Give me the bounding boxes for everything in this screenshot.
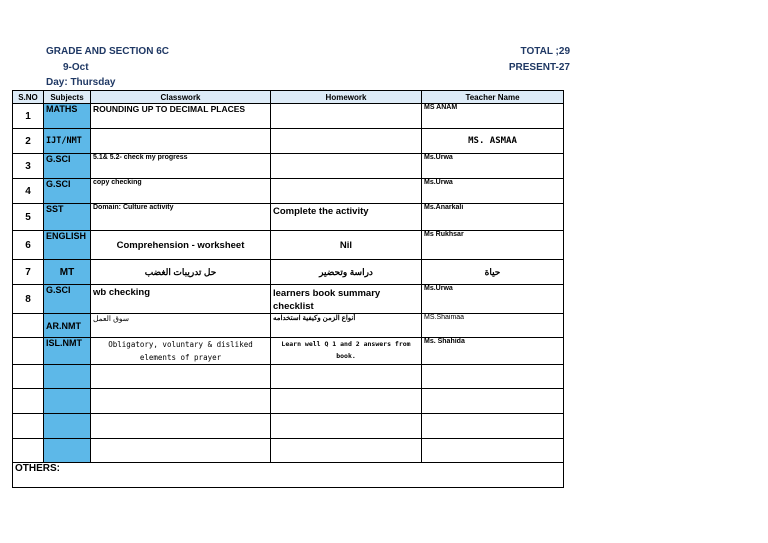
row-subject: MT: [44, 260, 91, 285]
row-classwork: سوق العمل: [91, 314, 271, 338]
row-sno: 2: [13, 129, 44, 154]
others-label: OTHERS:: [13, 463, 564, 488]
row-sno: 3: [13, 154, 44, 179]
empty-cell: [13, 389, 44, 414]
row-teacher: حياة: [422, 260, 564, 285]
row-teacher: Ms.Urwa: [422, 154, 564, 179]
empty-cell: [271, 365, 422, 389]
col-header-teacher: Teacher Name: [422, 91, 564, 104]
row-classwork: [91, 129, 271, 154]
table-row: [13, 104, 564, 129]
empty-subject-cell: [44, 439, 91, 463]
table-row-empty: [13, 389, 564, 414]
row-subject: SST: [44, 204, 91, 231]
empty-subject-cell: [44, 389, 91, 414]
col-header-subjects: Subjects: [44, 91, 91, 104]
empty-subject-cell: [44, 365, 91, 389]
empty-cell: [91, 365, 271, 389]
row-classwork: Comprehension - worksheet: [91, 231, 271, 260]
row-sno: 1: [13, 104, 44, 129]
row-subject: G.SCI: [44, 154, 91, 179]
row-teacher: Ms.Anarkali: [422, 204, 564, 231]
empty-cell: [91, 414, 271, 439]
row-sno: 4: [13, 179, 44, 204]
empty-cell: [13, 365, 44, 389]
col-header-classwork: Classwork: [91, 91, 271, 104]
empty-cell: [422, 389, 564, 414]
row-classwork: wb checking: [91, 285, 271, 314]
row-sno: [13, 314, 44, 338]
table-row: [13, 285, 564, 314]
row-subject: G.SCI: [44, 285, 91, 314]
row-subject: AR.NMT: [44, 314, 91, 338]
empty-cell: [13, 414, 44, 439]
day: Day: Thursday: [46, 77, 116, 88]
row-sno: [13, 338, 44, 365]
empty-subject-cell: [44, 414, 91, 439]
row-classwork: حل تدريبات الغضب: [91, 260, 271, 285]
table-row: [13, 314, 564, 338]
table-row: [13, 231, 564, 260]
row-classwork: copy checking: [91, 179, 271, 204]
row-homework: [271, 179, 422, 204]
others-row: [13, 463, 564, 488]
row-homework: أنواع الزمن وكيفية استخدامه: [271, 314, 422, 338]
col-header-sno: S.NO: [13, 91, 44, 104]
empty-cell: [422, 439, 564, 463]
row-teacher: Ms. Shahida: [422, 338, 564, 365]
row-sno: 6: [13, 231, 44, 260]
table-row: [13, 129, 564, 154]
row-homework: Learn well Q 1 and 2 answers from book.: [271, 338, 422, 365]
empty-cell: [422, 414, 564, 439]
empty-cell: [422, 365, 564, 389]
empty-cell: [13, 439, 44, 463]
empty-cell: [91, 439, 271, 463]
table-row-empty: [13, 439, 564, 463]
row-subject: IJT/NMT: [44, 129, 91, 154]
row-homework: [271, 154, 422, 179]
row-subject: ISL.NMT: [44, 338, 91, 365]
row-classwork: Obligatory, voluntary & disliked elements of prayer: [91, 338, 271, 365]
row-subject: G.SCI: [44, 179, 91, 204]
schedule-table: [12, 90, 564, 488]
total-count: TOTAL ;29: [520, 46, 570, 57]
table-row: [13, 260, 564, 285]
row-classwork: ROUNDING UP TO DECIMAL PLACES: [91, 104, 271, 129]
row-subject: ENGLISH: [44, 231, 91, 260]
row-homework: Nil: [271, 231, 422, 260]
empty-cell: [271, 389, 422, 414]
date: 9-Oct: [63, 62, 89, 73]
row-teacher: MS.Shaimaa: [422, 314, 564, 338]
row-teacher: MS. ASMAA: [422, 129, 564, 154]
empty-cell: [271, 439, 422, 463]
present-count: PRESENT-27: [508, 62, 570, 73]
table-row-empty: [13, 365, 564, 389]
table-row: [13, 154, 564, 179]
row-teacher: Ms.Urwa: [422, 285, 564, 314]
row-classwork: Domain: Culture activity: [91, 204, 271, 231]
row-homework: دراسة وتحضير: [271, 260, 422, 285]
row-homework: learners book summary checklist: [271, 285, 422, 314]
row-teacher: Ms.Urwa: [422, 179, 564, 204]
row-homework: [271, 104, 422, 129]
table-row: [13, 179, 564, 204]
table-header-row: [13, 91, 564, 104]
row-teacher: MS ANAM: [422, 104, 564, 129]
empty-cell: [91, 389, 271, 414]
table-row: [13, 338, 564, 365]
row-sno: 7: [13, 260, 44, 285]
empty-cell: [271, 414, 422, 439]
row-homework: [271, 129, 422, 154]
table-row-empty: [13, 414, 564, 439]
row-classwork: 5.1& 5.2- check my progress: [91, 154, 271, 179]
row-sno: 8: [13, 285, 44, 314]
row-homework: Complete the activity: [271, 204, 422, 231]
row-subject: MATHS: [44, 104, 91, 129]
col-header-homework: Homework: [271, 91, 422, 104]
grade-section: GRADE AND SECTION 6C: [46, 46, 169, 57]
row-teacher: Ms Rukhsar: [422, 231, 564, 260]
table-row: [13, 204, 564, 231]
row-sno: 5: [13, 204, 44, 231]
